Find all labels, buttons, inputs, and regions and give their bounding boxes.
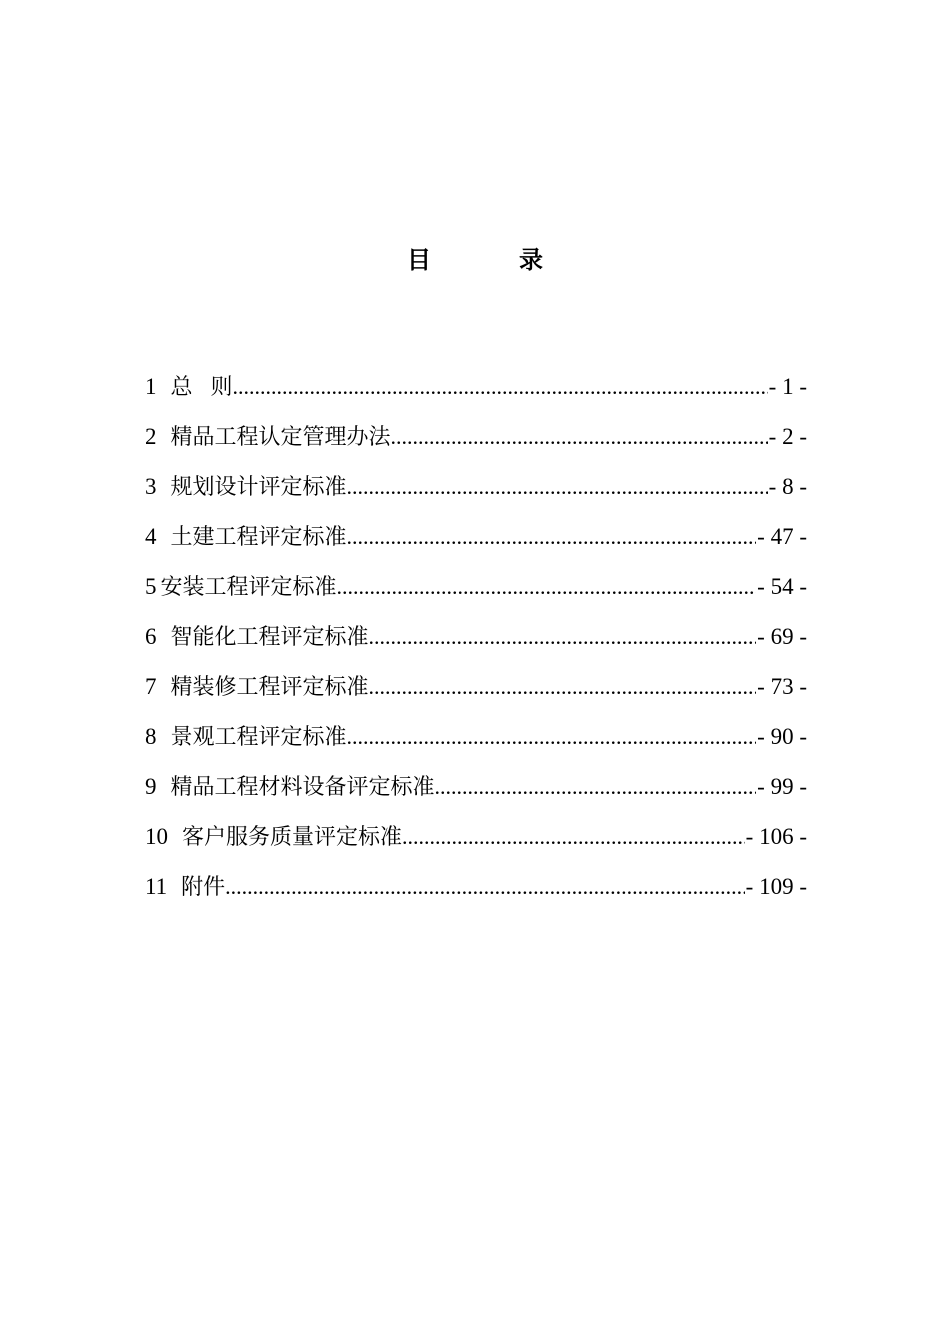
toc-entry-page: - 90 - [757, 724, 807, 749]
toc-dot-leader [347, 517, 757, 557]
toc-dot-leader [435, 767, 757, 807]
toc-dot-leader [337, 567, 757, 607]
toc-entry-page: - 8 - [768, 474, 807, 499]
toc-entry[interactable] [145, 767, 807, 817]
toc-dot-leader [369, 667, 757, 707]
toc-dot-leader [402, 817, 745, 857]
toc-dot-leader [225, 867, 745, 907]
toc-entry[interactable] [145, 617, 807, 667]
toc-entry-page: - 69 - [757, 624, 807, 649]
toc-entry[interactable] [145, 817, 807, 867]
toc-entry-page: - 1 - [768, 374, 807, 399]
toc-entry-number: 6 [145, 624, 157, 649]
toc-entry-number: 8 [145, 724, 157, 749]
toc-entry-title: 安装工程评定标准 [160, 575, 337, 600]
toc-entry-number: 1 [145, 374, 157, 399]
toc-entry[interactable] [145, 667, 807, 717]
toc-entry[interactable] [145, 467, 807, 517]
toc-entry-title: 客户服务质量评定标准 [182, 825, 403, 850]
toc-dot-leader [347, 467, 768, 507]
toc-entry[interactable] [145, 367, 807, 417]
toc-entry-title: 智能化工程评定标准 [170, 625, 369, 650]
toc-entry[interactable] [145, 517, 807, 567]
toc-entry-number: 11 [145, 874, 168, 899]
toc-entry-page: - 47 - [757, 524, 807, 549]
toc-entry[interactable] [145, 567, 807, 617]
toc-entry-page: - 99 - [757, 774, 807, 799]
toc-entry[interactable] [145, 717, 807, 767]
toc-entry-title: 总则 [170, 375, 251, 400]
toc-entry-page: - 2 - [768, 424, 807, 449]
toc-entry-page: - 106 - [745, 824, 807, 849]
toc-entry-page: - 73 - [757, 674, 807, 699]
toc-dot-leader [347, 717, 757, 757]
toc-entry-number: 2 [145, 424, 157, 449]
toc-entry-number: 10 [145, 824, 168, 849]
toc-entry[interactable] [145, 867, 807, 917]
toc-entry-title: 景观工程评定标准 [170, 725, 347, 750]
toc-entry-title: 附件 [181, 875, 226, 900]
toc-title: 目 录 [407, 245, 575, 274]
toc-entry-page: - 54 - [757, 574, 807, 599]
toc-entry-title: 精装修工程评定标准 [170, 675, 369, 700]
toc-list [145, 367, 807, 917]
toc-dot-leader [233, 367, 768, 407]
toc-dot-leader [369, 617, 757, 657]
toc-entry-title: 土建工程评定标准 [170, 525, 347, 550]
toc-entry-page: - 109 - [745, 874, 807, 899]
toc-entry-number: 5 [145, 574, 157, 599]
toc-entry-title: 精品工程材料设备评定标准 [170, 775, 435, 800]
toc-entry-number: 3 [145, 474, 157, 499]
toc-entry-title: 规划设计评定标准 [170, 475, 347, 500]
toc-entry-number: 7 [145, 674, 157, 699]
toc-entry-title: 精品工程认定管理办法 [170, 425, 391, 450]
toc-dot-leader [391, 417, 768, 457]
toc-entry[interactable] [145, 417, 807, 467]
toc-entry-number: 4 [145, 524, 157, 549]
toc-entry-number: 9 [145, 774, 157, 799]
